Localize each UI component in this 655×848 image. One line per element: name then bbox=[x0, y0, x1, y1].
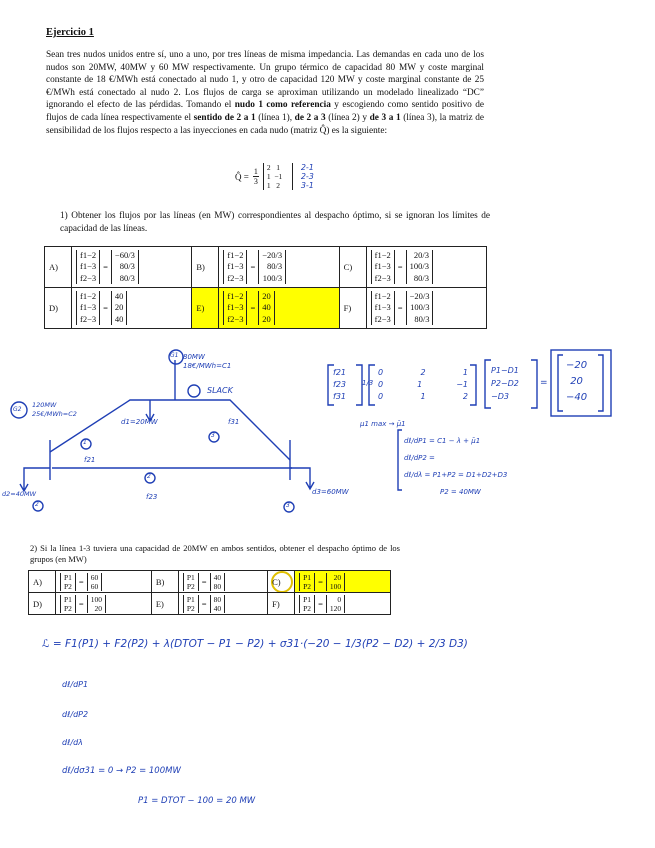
f23-label: f23 bbox=[146, 493, 158, 501]
node-3-bus-mark: 3 bbox=[286, 502, 290, 509]
derivative-lambda: dℓ/dλ bbox=[62, 738, 83, 747]
option-a[interactable]: f1−2 f1−3 f2−3 = −60/3 80/3 80/3 bbox=[72, 247, 192, 288]
exercise-title: Ejercicio 1 bbox=[46, 27, 94, 38]
q-hand-notes: 2-1 2-3 3-1 bbox=[300, 163, 314, 190]
g1-notes: 80MW 18€/MWh=C1 bbox=[183, 353, 232, 370]
hand-result-vector: −20 20 −40 bbox=[566, 360, 588, 403]
option-c[interactable]: f1−2 f1−3 f2−3 = 20/3 100/3 80/3 bbox=[366, 247, 486, 288]
option-f[interactable]: f1−2 f1−3 f2−3 = −20/3 100/3 80/3 bbox=[366, 288, 486, 329]
question-2-options bbox=[28, 570, 391, 615]
f21-label: f21 bbox=[84, 456, 96, 464]
option-a-label[interactable]: A) bbox=[45, 247, 72, 288]
derivative-p2: dℓ/dP2 bbox=[62, 710, 89, 719]
q2-option-b-label[interactable]: B) bbox=[151, 571, 178, 593]
lagrangian: ℒ = F1(P1) + F2(P2) + λ(DTOT − P1 − P2) + σ31·(−20 − 1/3(P2 − D2) + 2/3 D3) bbox=[42, 638, 468, 650]
demand-1-label: d1=20MW bbox=[121, 418, 158, 426]
p1-result: P1 = DTOT − 100 = 20 MW bbox=[138, 796, 256, 806]
g2-label: G2 bbox=[13, 406, 22, 413]
problem-statement: Sean tres nudos unidos entre sí, uno a uno, por tres líneas de misma impedancia. Las demandas en cada uno de los nudos son 20MW, 40MW y 60 MW respectivamente. Un grupo térmico de capacidad 80 MW y coste marginal constante de 18 €/MWh está conectado al nudo 1, y otro de capacidad 120 MW y coste marginal constante de 25 €/MWh está conectado al nudo 2. Los flujos de carga se aproximan utilizando un modelado linealizado “DC” ignorando el efecto de las pérdidas. Tomando el nudo 1 como referencia y escogiendo como sentido positivo de flujos de cada línea respectivamente el sentido de 2 a 1 (línea 1), de 2 a 3 (línea 2) y de 3 a 1 (línea 3), la matriz de sensibilidad de los flujos respecto a las inyecciones en cada nudo (matriz Q̂) es la siguiente: bbox=[46, 50, 485, 136]
demand-3-arrow bbox=[290, 468, 314, 489]
option-b[interactable]: f1−2 f1−3 f2−3 = −20/3 80/3 100/3 bbox=[219, 247, 339, 288]
g2-notes: 120MW 25€/MWh=C2 bbox=[32, 401, 77, 418]
option-c-label[interactable]: C) bbox=[339, 247, 366, 288]
hand-injection-vector: P1−D1 P2−D2 −D3 bbox=[491, 366, 519, 401]
demand-3-label: d3=60MW bbox=[312, 488, 349, 496]
option-e[interactable]: f1−2 f1−3 f2−3 = 20 40 20 bbox=[219, 288, 339, 329]
q2-option-b[interactable]: P1 P2 = 40 80 bbox=[178, 571, 267, 593]
q-factor: 1 3 bbox=[253, 167, 258, 186]
question-2: 2) Si la línea 1-3 tuviera una capacidad de 20MW en ambos sentidos, obtener el despacho óptimo de los grupos (en MW) bbox=[30, 543, 400, 564]
question-1: 1) Obtener los flujos por las líneas (en MW) correspondientes al despacho óptimo, si se ignoran los límites de capacidad de las líneas. bbox=[60, 211, 490, 234]
matrix-bracket-right-3 bbox=[531, 360, 537, 408]
node-2-bus-mark: 2 bbox=[35, 501, 39, 508]
g1-label: G1 bbox=[170, 352, 179, 359]
slack-label: SLACK bbox=[207, 386, 233, 395]
q2-option-c[interactable]: P1 P2 = 20 100 bbox=[295, 571, 391, 593]
option-d[interactable]: f1−2 f1−3 f2−3 = 40 20 40 bbox=[72, 288, 192, 329]
q2-option-d-label[interactable]: D) bbox=[29, 593, 56, 615]
node-3-mark: 3 bbox=[211, 432, 215, 439]
q-label: Q̂ = bbox=[235, 171, 249, 182]
option-f-label[interactable]: F) bbox=[339, 288, 366, 329]
node-2-mark: 2 bbox=[147, 473, 151, 480]
hand-eq-factor: 1/3 bbox=[362, 379, 374, 387]
hand-q-matrix: 0 2 1 0 1 −1 0 1 2 bbox=[378, 368, 468, 401]
derivative-p1: dℓ/dP1 bbox=[62, 680, 89, 689]
q2-option-a[interactable]: P1 P2 = 60 60 bbox=[56, 571, 152, 593]
option-d-label[interactable]: D) bbox=[45, 288, 72, 329]
option-e-label[interactable]: E) bbox=[192, 288, 219, 329]
matrix-bracket-right-2 bbox=[470, 365, 476, 405]
hand-equals: = bbox=[540, 378, 548, 388]
line-1-3 bbox=[50, 400, 290, 460]
q2-option-d[interactable]: P1 P2 = 100 20 bbox=[56, 593, 152, 615]
option-b-label[interactable]: B) bbox=[192, 247, 219, 288]
f31-label: f31 bbox=[228, 418, 240, 426]
q-values: 2 1 1 −1 1 2 bbox=[263, 163, 293, 190]
demand-2-label: d2=40MW bbox=[2, 490, 37, 498]
hand-flow-vector: f21 f23 f31 bbox=[333, 368, 346, 401]
derivative-sigma: dℓ/dσ31 = 0 → P2 = 100MW bbox=[62, 766, 181, 776]
q2-option-f-label[interactable]: F) bbox=[268, 593, 295, 615]
node-1-mark: 1 bbox=[83, 439, 87, 446]
q2-option-e-label[interactable]: E) bbox=[151, 593, 178, 615]
result-bracket-right bbox=[598, 355, 603, 411]
demand-2-arrow bbox=[20, 468, 50, 491]
q2-option-c-label[interactable]: C) bbox=[268, 571, 295, 593]
q2-option-a-label[interactable]: A) bbox=[29, 571, 56, 593]
hand-kkt-notes: μ1 max → μ̄1 dℓ/dP1 = C1 − λ + μ̄1 dℓ/dP2 = dℓ/dλ = P1+P2 = D1+D2+D3 P2 = 40MW bbox=[360, 420, 508, 496]
result-bracket-left bbox=[558, 355, 563, 411]
q2-option-e[interactable]: P1 P2 = 80 40 bbox=[178, 593, 267, 615]
q2-option-f[interactable]: P1 P2 = 0 120 bbox=[295, 593, 391, 615]
